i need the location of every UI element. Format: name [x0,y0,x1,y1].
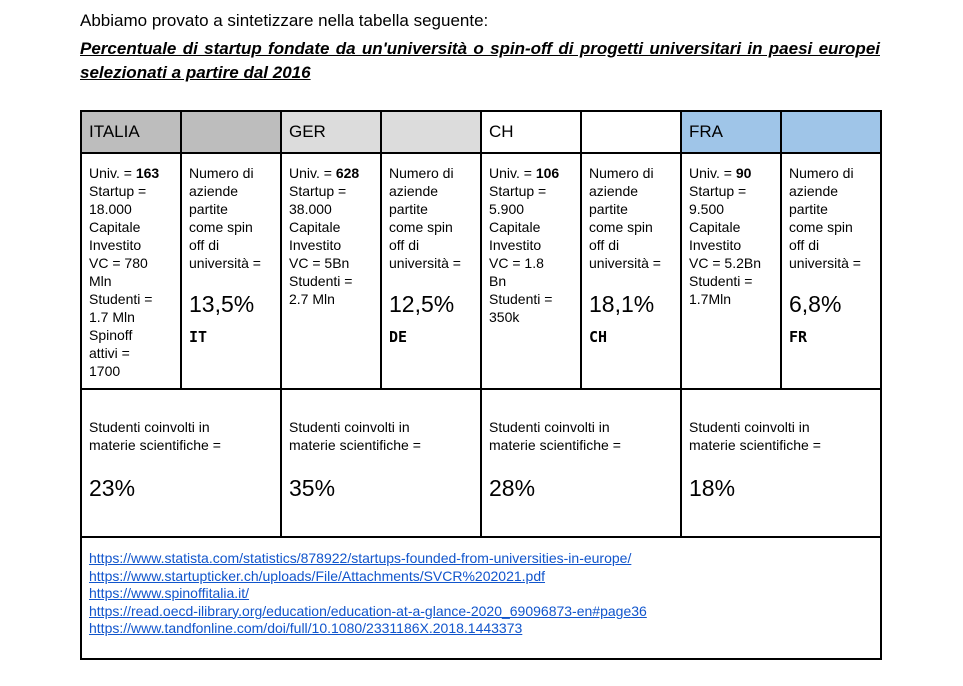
students-label-line: materie scientifiche = [489,437,621,453]
stat-line: 2.7 Mln [289,291,335,307]
stat-line: 350k [489,309,520,325]
stat-line: VC = 1.8 [489,255,544,271]
intro-text: Abbiamo provato a sintetizzare nella tabella seguente: [80,11,489,30]
spinoff-percentage: 18,1% [589,291,655,317]
univ-count [489,164,580,182]
stat-line: 38.000 [289,201,332,217]
stat-line: Startup = [489,183,547,199]
stat-line: Capitale [689,219,741,235]
stat-line: Investito [289,237,342,253]
univ-stats-cell-de [281,153,381,389]
header-fra-blank [781,111,881,153]
spinoff-label-line: partite [389,201,428,217]
spinoff-label-line: partite [189,201,228,217]
students-percentage: 35% [289,475,336,501]
stat-line: Mln [89,273,112,289]
students-percentage: 28% [489,475,536,501]
spinoff-label-line: aziende [789,183,839,199]
stat-line: Startup = [289,183,347,199]
univ-stats-cell-ch [481,153,581,389]
source-link[interactable]: https://read.oecd-ilibrary.org/education/education-at-a-glance-2020_69096873-en#page36 [89,602,647,619]
comparison-table [80,110,882,660]
stat-line: 1700 [89,363,121,379]
sources-cell [81,537,881,659]
students-cell-de [281,389,481,537]
univ-label: Univ. = [689,165,736,181]
stat-line: Capitale [489,219,541,235]
students-label-line: Studenti coinvolti in [289,419,410,435]
header-fra: FRA [681,111,781,153]
students-percentage: 23% [89,475,136,501]
spinoff-label-line: aziende [589,183,639,199]
source-link[interactable]: https://www.tandfonline.com/doi/full/10.1080/2331186X.2018.1443373 [89,620,523,636]
stat-line: Studenti = [89,291,153,307]
data-row [81,153,881,389]
header-ch: CH [481,111,581,153]
spinoff-cell-it [181,153,281,389]
spinoff-label-line: università = [589,255,661,271]
stat-line: 9.500 [689,201,725,217]
students-cell-ch [481,389,681,537]
spinoff-label-line: aziende [389,183,439,199]
spinoff-label-line: come spin [789,219,853,235]
students-label-line: Studenti coinvolti in [489,419,610,435]
stat-line: Bn [489,273,507,289]
spinoff-label-line: Numero di [789,165,854,181]
students-label-line: materie scientifiche = [289,437,421,453]
stat-line: Investito [489,237,542,253]
header-ger: GER [281,111,381,153]
students-label-line: Studenti coinvolti in [689,419,810,435]
students-percentage: 18% [689,475,736,501]
stat-line: Capitale [289,219,341,235]
links-row [81,537,881,659]
stat-line: Capitale [89,219,141,235]
stat-line: Studenti = [689,273,753,289]
header-italia: ITALIA [81,111,181,153]
stat-line: 1.7Mln [689,291,732,307]
header-row [81,111,881,153]
univ-value: 163 [135,165,160,181]
country-code: IT [189,328,208,346]
stat-line: VC = 5.2Bn [689,255,761,271]
spinoff-percentage: 13,5% [189,291,255,317]
stat-line: VC = 5Bn [289,255,350,271]
spinoff-label-line: Numero di [189,165,254,181]
spinoff-label-line: come spin [589,219,653,235]
spinoff-label-line: off di [589,237,620,253]
spinoff-label-line: off di [789,237,820,253]
spinoff-cell-ch [581,153,681,389]
spinoff-label-line: università = [389,255,461,271]
stat-line: Investito [89,237,142,253]
header-ger-blank [381,111,481,153]
stat-line: Studenti = [489,291,553,307]
univ-stats-cell-it [81,153,181,389]
spinoff-label-line: università = [789,255,861,271]
spinoff-label-line: partite [789,201,828,217]
univ-count [89,164,180,182]
stat-line: Startup = [89,183,147,199]
stat-line: VC = 780 [89,255,148,271]
country-code: DE [389,328,408,346]
students-label-line: Studenti coinvolti in [89,419,210,435]
spinoff-cell-de [381,153,481,389]
spinoff-percentage: 12,5% [389,291,455,317]
table-title: Percentuale di startup fondate da un'università o spin-off di progetti universitari in paesi europei selezionati a partire dal 2016 [80,39,880,82]
stat-line: Startup = [689,183,747,199]
country-code: CH [589,328,608,346]
spinoff-percentage: 6,8% [789,291,842,317]
spinoff-label-line: off di [189,237,220,253]
spinoff-label-line: come spin [189,219,253,235]
stat-line: 1.7 Mln [89,309,135,325]
spinoff-label-line: off di [389,237,420,253]
univ-label: Univ. = [289,165,336,181]
stat-line: Spinoff [89,327,133,343]
students-cell-fr [681,389,881,537]
spinoff-cell-fr [781,153,881,389]
spinoff-label-line: Numero di [589,165,654,181]
univ-value: 106 [535,165,560,181]
univ-value: 628 [335,165,360,181]
univ-label: Univ. = [489,165,536,181]
univ-count [289,164,380,182]
univ-value: 90 [735,165,752,181]
stat-line: attivi = [89,345,130,361]
stat-line: Studenti = [289,273,353,289]
header-ch-blank [581,111,681,153]
source-link[interactable]: https://www.startupticker.ch/uploads/File/Attachments/SVCR%202021.pdf [89,567,546,584]
students-row [81,389,881,537]
spinoff-label-line: università = [189,255,261,271]
students-label-line: materie scientifiche = [89,437,221,453]
source-link[interactable]: https://www.spinoffitalia.it/ [89,585,250,601]
spinoff-label-line: aziende [189,183,239,199]
students-cell-it [81,389,281,537]
spinoff-label-line: Numero di [389,165,454,181]
stat-line: Investito [689,237,742,253]
stat-line: 18.000 [89,201,132,217]
spinoff-label-line: come spin [389,219,453,235]
stat-line: 5.900 [489,201,525,217]
source-link[interactable]: https://www.statista.com/statistics/878922/startups-founded-from-universities-in-europe/ [89,550,632,566]
spinoff-label-line: partite [589,201,628,217]
univ-stats-cell-fr [681,153,781,389]
header-italia-blank [181,111,281,153]
students-label-line: materie scientifiche = [689,437,821,453]
univ-label: Univ. = [89,165,136,181]
country-code: FR [789,328,808,346]
univ-count [689,164,780,182]
